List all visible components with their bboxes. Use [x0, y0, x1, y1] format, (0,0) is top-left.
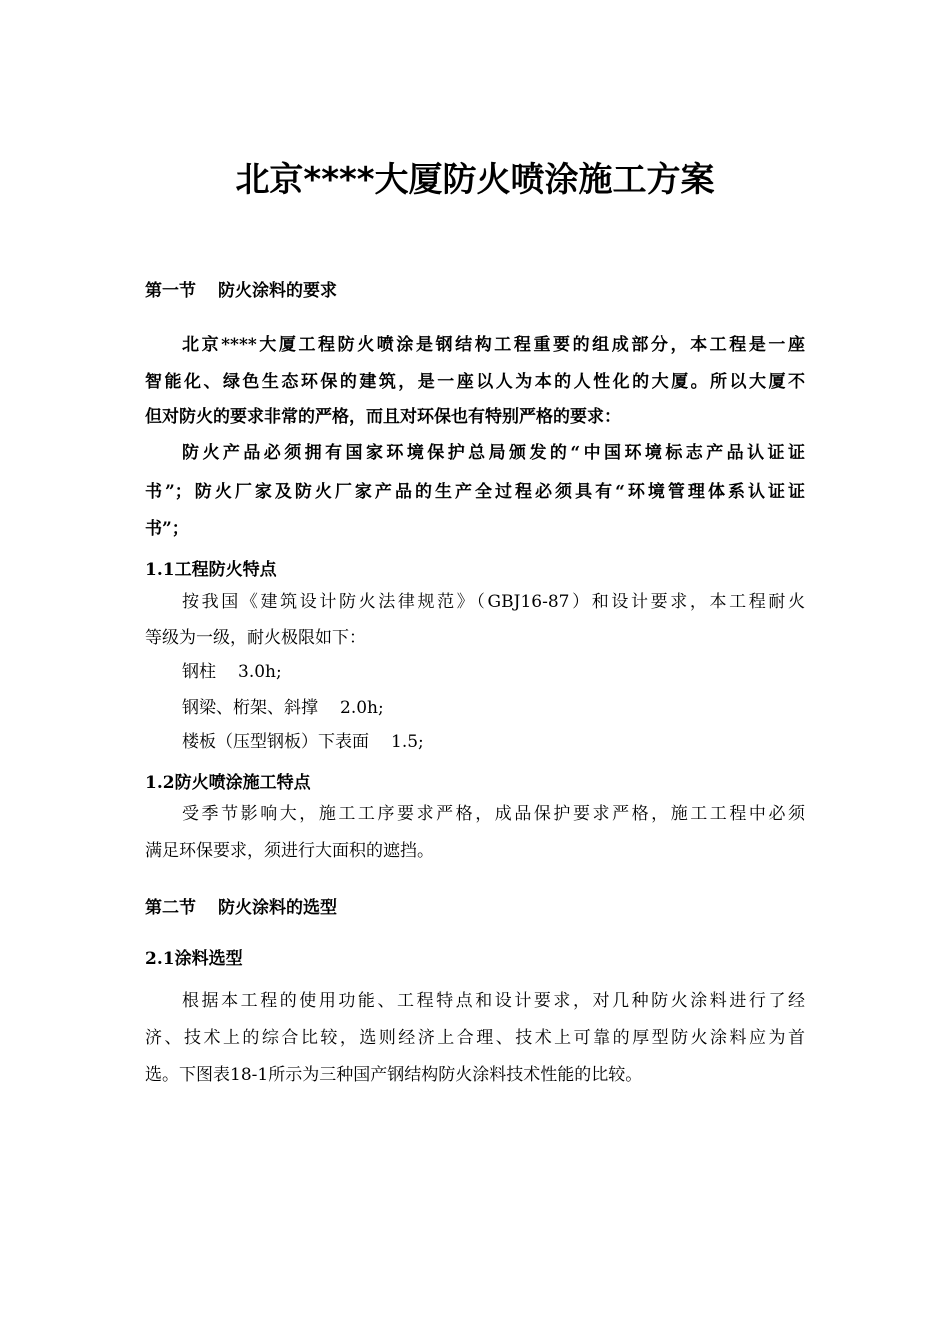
section-1-para2-line1: 防火产品必须拥有国家环境保护总局颁发的“中国环境标志产品认证证	[182, 443, 805, 463]
subsection-1-1-para-line2: 等级为一级，耐火极限如下：	[145, 628, 366, 648]
subsection-2-1-heading: 2.1涂料选型	[145, 949, 243, 969]
subsection-2-1-para-line3: 选。下图表18-1所示为三种国产钢结构防火涂料技术性能的比较。	[145, 1065, 643, 1085]
document-title: 北京****大厦防火喷涂施工方案	[235, 160, 715, 200]
subsection-1-1-heading: 1.1工程防火特点	[145, 560, 277, 580]
section-1-heading	[145, 280, 337, 302]
section-1-para1-line1: 北京****大厦工程防火喷涂是钢结构工程重要的组成部分，本工程是一座	[182, 335, 805, 355]
subsection-1-2-para-line2: 满足环保要求，须进行大面积的遮挡。	[145, 841, 434, 861]
section-1-para1-line2: 智能化、绿色生态环保的建筑，是一座以人为本的人性化的大厦。所以大厦不	[145, 372, 805, 392]
rating-item	[182, 697, 384, 719]
rating-label: 钢梁、桁架、斜撑	[182, 698, 318, 718]
section-1-para2-line3: 书”；	[145, 519, 189, 539]
section-1-para1-line3: 但对防火的要求非常的严格，而且对环保也有特别严格的要求：	[145, 407, 621, 427]
section-1-para2-line2: 书”；防火厂家及防火厂家产品的生产全过程必须具有“环境管理体系认证证	[145, 482, 805, 502]
subsection-1-2-para-line1: 受季节影响大，施工工序要求严格，成品保护要求严格，施工工程中必须	[182, 804, 805, 824]
rating-value: 1.5;	[391, 732, 424, 752]
subsection-2-1-para-line1: 根据本工程的使用功能、工程特点和设计要求，对几种防火涂料进行了经	[182, 991, 805, 1011]
subsection-2-1-para-line2: 济、技术上的综合比较，选则经济上合理、技术上可靠的厚型防火涂料应为首	[145, 1028, 805, 1048]
section-1-title: 防火涂料的要求	[218, 281, 337, 301]
subsection-1-2-heading: 1.2防火喷涂施工特点	[145, 773, 311, 793]
section-2-title: 防火涂料的选型	[218, 898, 337, 918]
section-2-heading	[145, 897, 337, 919]
section-2-number: 第二节	[145, 898, 196, 918]
rating-label: 楼板（压型钢板）下表面	[182, 732, 369, 752]
rating-item	[182, 661, 282, 683]
rating-value: 2.0h;	[340, 698, 384, 718]
rating-label: 钢柱	[182, 662, 216, 682]
rating-item	[182, 731, 424, 753]
rating-value: 3.0h;	[238, 662, 282, 682]
subsection-1-1-para-line1: 按我国《建筑设计防火法律规范》（GBJ16-87）和设计要求，本工程耐火	[182, 592, 805, 612]
section-1-number: 第一节	[145, 281, 196, 301]
